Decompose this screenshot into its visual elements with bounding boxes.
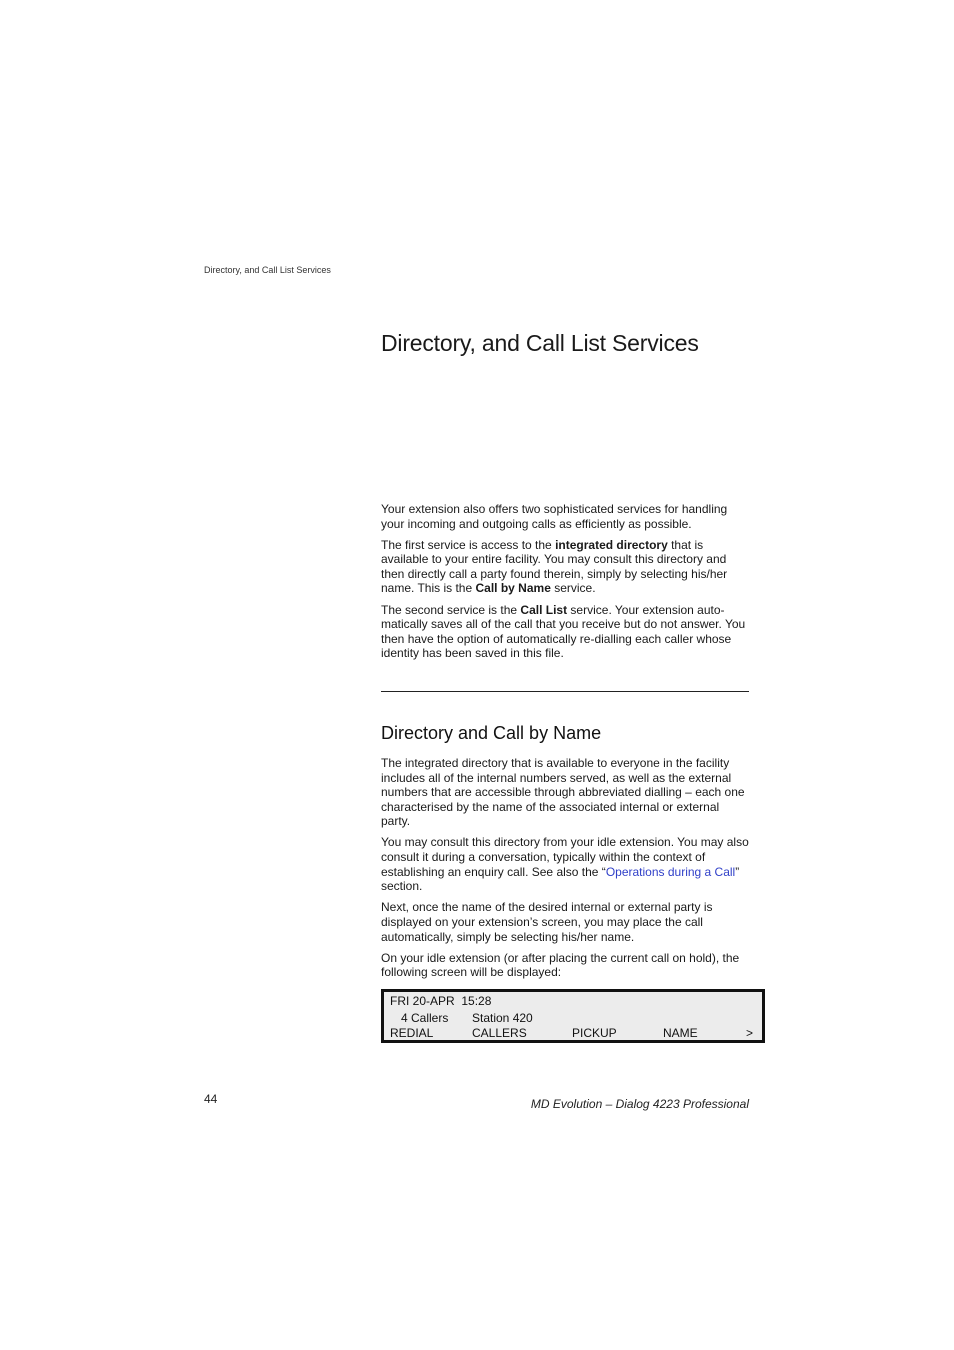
running-header: Directory, and Call List Services — [204, 265, 331, 275]
intro-paragraph-1: Your extension also offers two sophisticated services for handling your incoming and outgoing calls as efficiently as possible. — [381, 502, 728, 531]
text-span: that is available to your entire facility. You may consult this directory and then directly call a party found therein, simply by selecting his/her name. This is the — [381, 537, 728, 596]
section-paragraph-2 — [381, 835, 751, 893]
section-divider — [381, 691, 749, 692]
text-span: The second service is the — [381, 602, 521, 617]
section-paragraph-4: On your idle extension (or after placing the current call on hold), the following screen will be displayed: — [381, 950, 740, 980]
intro-paragraph-2 — [381, 538, 751, 596]
display-callers-count: 4 Callers — [401, 1011, 449, 1025]
chapter-title: Directory, and Call List Services — [381, 330, 699, 356]
softkey-callers: CALLERS — [472, 1026, 527, 1040]
intro-text — [381, 502, 751, 667]
text-span: service. Your extension auto-matically saves all of the call that you receive but do not answer. You then have the option of automatically re-dialling each caller whose identity has been saved in this file. — [381, 602, 746, 661]
bold-term-integrated-directory: integrated directory — [555, 537, 668, 552]
operations-during-call-link[interactable]: Operations during a Call — [605, 864, 736, 879]
bold-term-call-list: Call List — [520, 602, 568, 617]
text-span: The first service is access to the — [381, 537, 556, 552]
section-title: Directory and Call by Name — [381, 723, 602, 743]
section-paragraph-1: The integrated directory that is available to everyone in the facility includes all of the internal numbers served, as well as the external numbers that are accessible through abbreviated dialling – each one characterised by the name of the associated internal or external party. — [381, 756, 745, 829]
display-datetime: FRI 20-APR 15:28 — [390, 994, 492, 1008]
softkey-redial: REDIAL — [390, 1026, 434, 1040]
text-span: You may consult this directory from your idle extension. You may also consult it during a conversation, typically within the context of establishing an enquiry call. See also the “ — [381, 835, 749, 879]
text-span: service. — [550, 581, 596, 596]
softkey-more-arrow: > — [746, 1026, 754, 1040]
section-paragraph-3: Next, once the name of the desired internal or external party is displayed on your extension’s screen, you may place the call automatically, simply be selecting his/her name. — [381, 900, 713, 944]
bold-term-call-by-name: Call by Name — [475, 581, 551, 596]
display-station: Station 420 — [472, 1011, 533, 1025]
section-text — [381, 756, 751, 986]
softkey-name: NAME — [663, 1026, 698, 1040]
softkey-pickup: PICKUP — [572, 1026, 617, 1040]
document-title-footer: MD Evolution – Dialog 4223 Professional — [530, 1097, 749, 1111]
phone-display-screen — [381, 989, 765, 1043]
intro-paragraph-3 — [381, 603, 751, 661]
text-span: ” section. — [381, 864, 740, 894]
page-number: 44 — [204, 1092, 218, 1106]
